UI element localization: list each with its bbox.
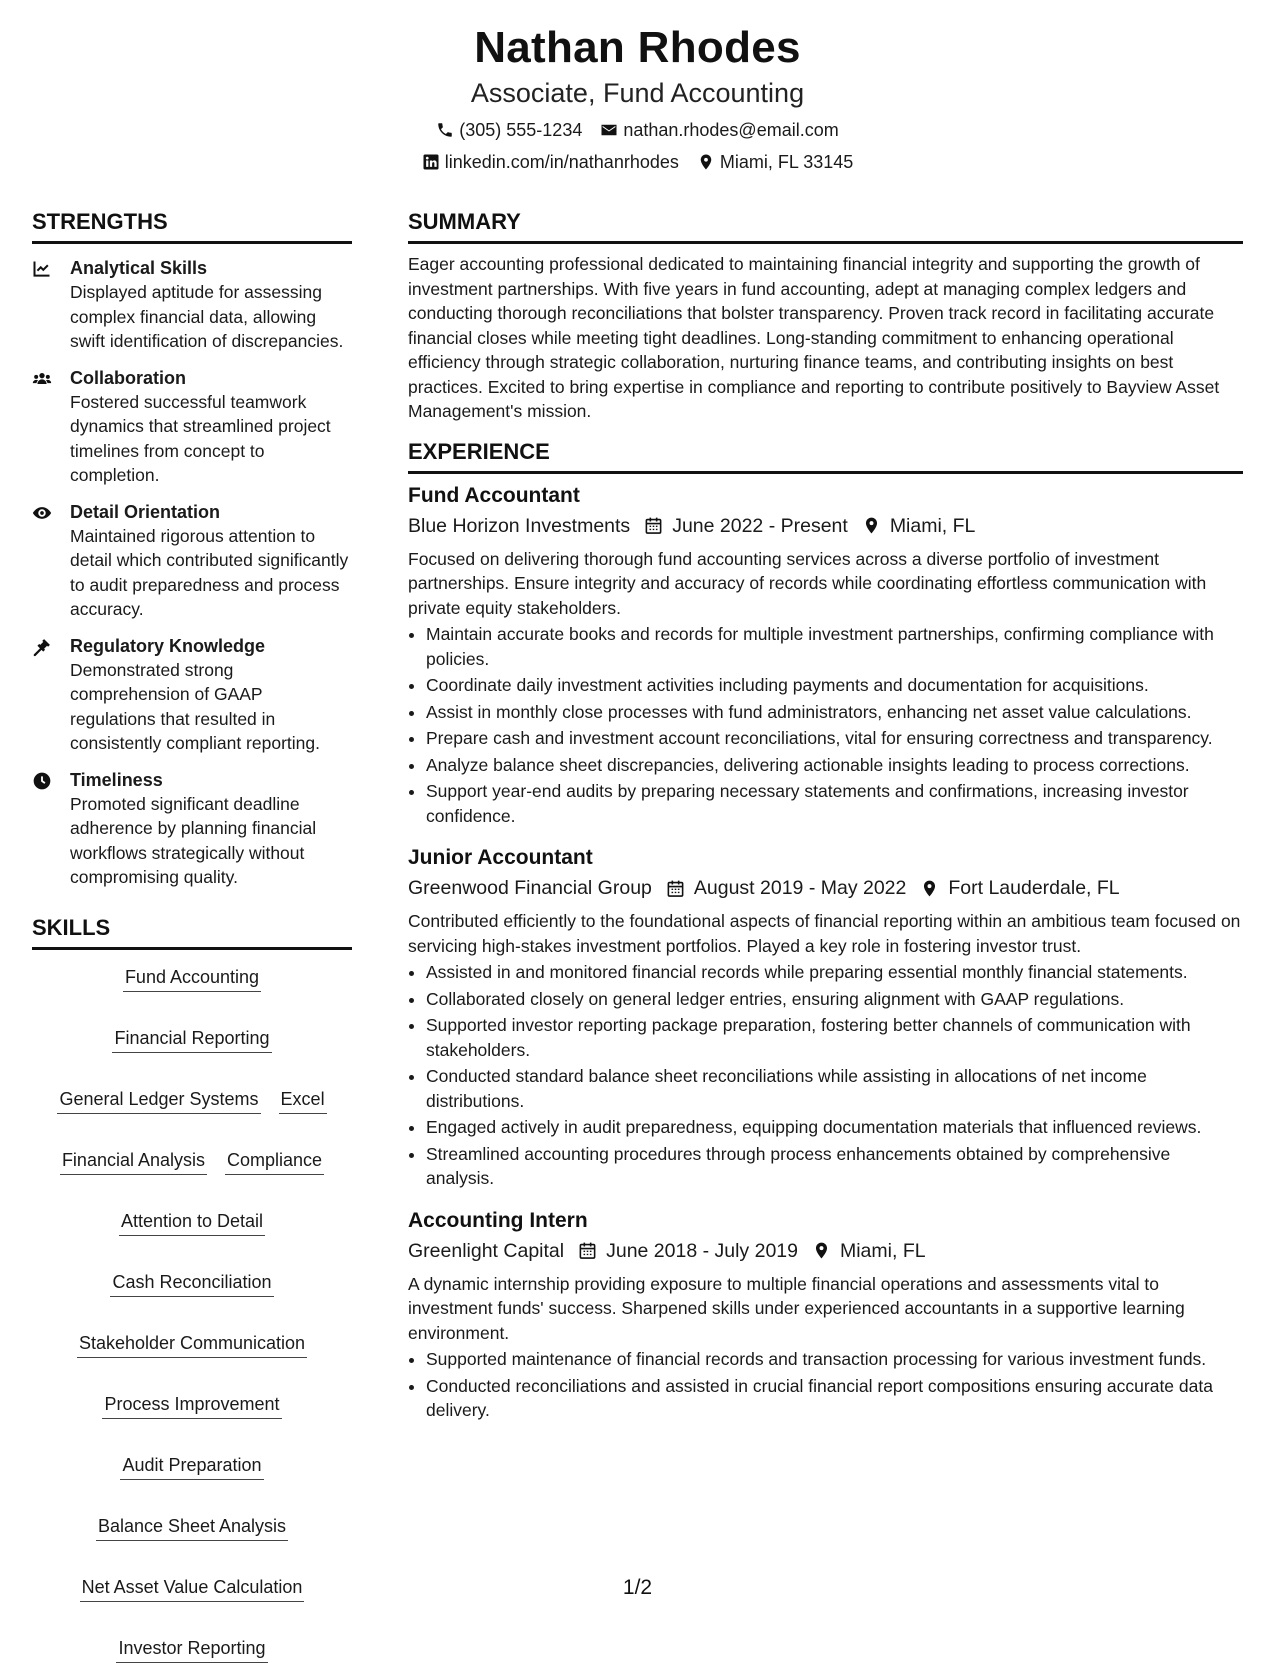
strength-desc: Maintained rigorous attention to detail which contributed significantly to audit preparedness and process accuracy. bbox=[70, 525, 349, 619]
candidate-name: Nathan Rhodes bbox=[474, 23, 801, 72]
skill-tag: General Ledger Systems bbox=[57, 1087, 260, 1114]
phone-text: (305) 555-1234 bbox=[459, 120, 583, 140]
bullet-item: • Collaborated closely on general ledger entries, ensuring alignment with GAAP regulations. bbox=[426, 987, 1243, 1012]
strength-name: Analytical Skills bbox=[70, 258, 208, 278]
job-entry bbox=[408, 1207, 1243, 1423]
page-number: 1/2 bbox=[622, 1576, 653, 1599]
skill-tag: Investor Reporting bbox=[116, 1636, 267, 1663]
bullet-item: • Analyze balance sheet discrepancies, delivering actionable insights leading to process corrections. bbox=[426, 753, 1243, 778]
strength-item bbox=[32, 634, 352, 756]
strength-name: Collaboration bbox=[70, 367, 186, 388]
job-description: Focused on delivering thorough fund accounting services across a diverse portfolio of investment partnerships. Ensure integrity and accuracy of records while coordinating effortless communication with private equity stakeholders. bbox=[408, 548, 1207, 618]
skill-tag: Net Asset Value Calculation bbox=[80, 1575, 305, 1602]
skill-tag: Financial Reporting bbox=[112, 1026, 271, 1053]
job-bullets bbox=[408, 960, 1243, 1191]
calendar-icon bbox=[666, 879, 685, 898]
map-pin-icon bbox=[812, 1241, 831, 1260]
chart-line-icon bbox=[32, 256, 70, 354]
contact-phone bbox=[436, 118, 582, 142]
job-company: Greenlight Capital bbox=[408, 1239, 565, 1262]
job-location: Fort Lauderdale, FL bbox=[948, 877, 1120, 899]
eye-icon bbox=[32, 500, 70, 622]
job-description: A dynamic internship providing exposure to multiple financial operations and assessments vital to investment funds' success. Sharpened skills under experienced accountants in a supportive learning environment. bbox=[408, 1273, 1185, 1343]
job-meta bbox=[408, 1237, 1243, 1265]
contact-row-1 bbox=[0, 118, 1275, 142]
strength-desc: Fostered successful teamwork dynamics that streamlined project timelines from concept to completion. bbox=[70, 391, 331, 485]
strengths-heading: STRENGTHS bbox=[32, 208, 352, 244]
calendar-icon bbox=[644, 516, 663, 535]
skill-tag: Financial Analysis bbox=[60, 1148, 207, 1175]
job-dates: June 2022 - Present bbox=[672, 514, 848, 537]
job-role: Accounting Intern bbox=[408, 1208, 588, 1232]
strength-desc: Promoted significant deadline adherence by planning financial workflows strategically without compromising quality. bbox=[70, 793, 317, 887]
contact-location bbox=[697, 150, 853, 174]
contact-linkedin[interactable] bbox=[422, 150, 679, 174]
job-company: Blue Horizon Investments bbox=[408, 514, 631, 537]
right-column bbox=[408, 208, 1243, 1425]
job-dates: June 2018 - July 2019 bbox=[606, 1239, 798, 1262]
skill-tag: Attention to Detail bbox=[119, 1209, 265, 1236]
resume-header bbox=[0, 22, 1275, 174]
experience-heading: EXPERIENCE bbox=[408, 438, 1243, 474]
candidate-title: Associate, Fund Accounting bbox=[470, 78, 805, 108]
skills-heading: SKILLS bbox=[32, 914, 352, 950]
bullet-item: • Assisted in and monitored financial records while preparing essential monthly financial statements. bbox=[426, 960, 1243, 985]
strength-name: Timeliness bbox=[70, 769, 163, 790]
phone-icon bbox=[436, 121, 454, 139]
job-description: Contributed efficiently to the foundational aspects of financial reporting within an ambitious team focused on servicing high-stakes investment portfolios. Played a key role in fostering investor trust. bbox=[408, 911, 1241, 956]
strength-name: Detail Orientation bbox=[70, 501, 221, 522]
job-role: Fund Accountant bbox=[408, 483, 580, 507]
bullet-item: • Maintain accurate books and records for multiple investment partnerships, confirming compliance with policies. bbox=[426, 622, 1243, 671]
job-role: Junior Accountant bbox=[408, 846, 593, 869]
job-bullets bbox=[408, 622, 1243, 828]
summary-heading: SUMMARY bbox=[408, 208, 1243, 244]
job-bullets bbox=[408, 1347, 1243, 1423]
linkedin-icon bbox=[422, 153, 440, 171]
skill-tag: Compliance bbox=[225, 1148, 324, 1175]
job-location: Miami, FL bbox=[839, 1239, 926, 1262]
skill-tag: Cash Reconciliation bbox=[110, 1270, 273, 1297]
linkedin-text: linkedin.com/in/nathanrhodes bbox=[444, 152, 679, 172]
users-icon bbox=[32, 366, 70, 488]
strength-desc: Demonstrated strong comprehension of GAAP regulations that resulted in consistently compliant reporting. bbox=[70, 659, 320, 753]
job-meta bbox=[408, 512, 1243, 540]
job-entry bbox=[408, 844, 1243, 1191]
skills-list bbox=[32, 965, 352, 1663]
bullet-item: • Prepare cash and investment account reconciliations, vital for ensuring correctness and transparency. bbox=[426, 726, 1243, 751]
job-company: Greenwood Financial Group bbox=[408, 877, 652, 899]
bullet-item: • Supported investor reporting package preparation, fostering better channels of communication with stakeholders. bbox=[426, 1013, 1243, 1062]
skill-tag: Balance Sheet Analysis bbox=[96, 1514, 288, 1541]
bullet-item: • Conducted reconciliations and assisted in crucial financial report compositions ensuring accurate data delivery. bbox=[426, 1374, 1243, 1423]
skill-tag: Audit Preparation bbox=[120, 1453, 263, 1480]
bullet-item: • Streamlined accounting procedures through process enhancements obtained by comprehensive analysis. bbox=[426, 1142, 1243, 1191]
bullet-item: • Assist in monthly close processes with fund administrators, enhancing net asset value calculations. bbox=[426, 700, 1243, 725]
contact-row-2 bbox=[0, 150, 1275, 174]
skill-tag: Fund Accounting bbox=[123, 965, 261, 992]
summary-text: Eager accounting professional dedicated to maintaining financial integrity and supporting the growth of investment partnerships. With five years in fund accounting, adept at managing complex ledgers and conducting thorough reconciliations that bolster transparency. Proven track record in facilitating accurate financial closes while meeting tight deadlines. Long-standing commitment to enhancing operational efficiency through strategic collaboration, nurturing finance teams, and contributing insights on best practices. Excited to bring expertise in compliance and reporting to contribute positively to Bayview Asset Management's mission. bbox=[408, 254, 1220, 421]
skill-tag: Excel bbox=[279, 1087, 327, 1114]
job-entry bbox=[408, 482, 1243, 829]
calendar-icon bbox=[578, 1241, 597, 1260]
strength-item bbox=[32, 256, 352, 354]
map-pin-icon bbox=[920, 879, 939, 898]
envelope-icon bbox=[600, 121, 618, 139]
map-pin-icon bbox=[862, 516, 881, 535]
map-pin-icon bbox=[697, 153, 715, 171]
strength-item bbox=[32, 366, 352, 488]
email-text: nathan.rhodes@email.com bbox=[623, 120, 839, 140]
job-dates: August 2019 - May 2022 bbox=[693, 877, 907, 899]
strength-desc: Displayed aptitude for assessing complex financial data, allowing swift identification of discrepancies. bbox=[70, 282, 344, 351]
gavel-icon bbox=[32, 634, 70, 756]
job-meta bbox=[408, 874, 1243, 902]
bullet-item: • Support year-end audits by preparing necessary statements and confirmations, increasing investor confidence. bbox=[426, 779, 1243, 828]
skill-tag: Process Improvement bbox=[102, 1392, 281, 1419]
strength-name: Regulatory Knowledge bbox=[70, 635, 266, 656]
strength-item bbox=[32, 500, 352, 622]
strength-item bbox=[32, 768, 352, 890]
skill-tag: Stakeholder Communication bbox=[77, 1331, 307, 1358]
location-text: Miami, FL 33145 bbox=[719, 152, 854, 172]
bullet-item: • Coordinate daily investment activities including payments and documentation for acquisitions. bbox=[426, 673, 1243, 698]
bullet-item: • Engaged actively in audit preparedness, equipping documentation materials that influenced reviews. bbox=[426, 1115, 1243, 1140]
job-location: Miami, FL bbox=[889, 514, 976, 537]
contact-email[interactable] bbox=[600, 118, 838, 142]
left-column bbox=[32, 208, 352, 1663]
bullet-item: • Conducted standard balance sheet reconciliations while assisting in allocations of net income distributions. bbox=[426, 1064, 1243, 1113]
bullet-item: • Supported maintenance of financial records and transaction processing for various investment funds. bbox=[426, 1347, 1243, 1372]
clock-icon bbox=[32, 768, 70, 890]
